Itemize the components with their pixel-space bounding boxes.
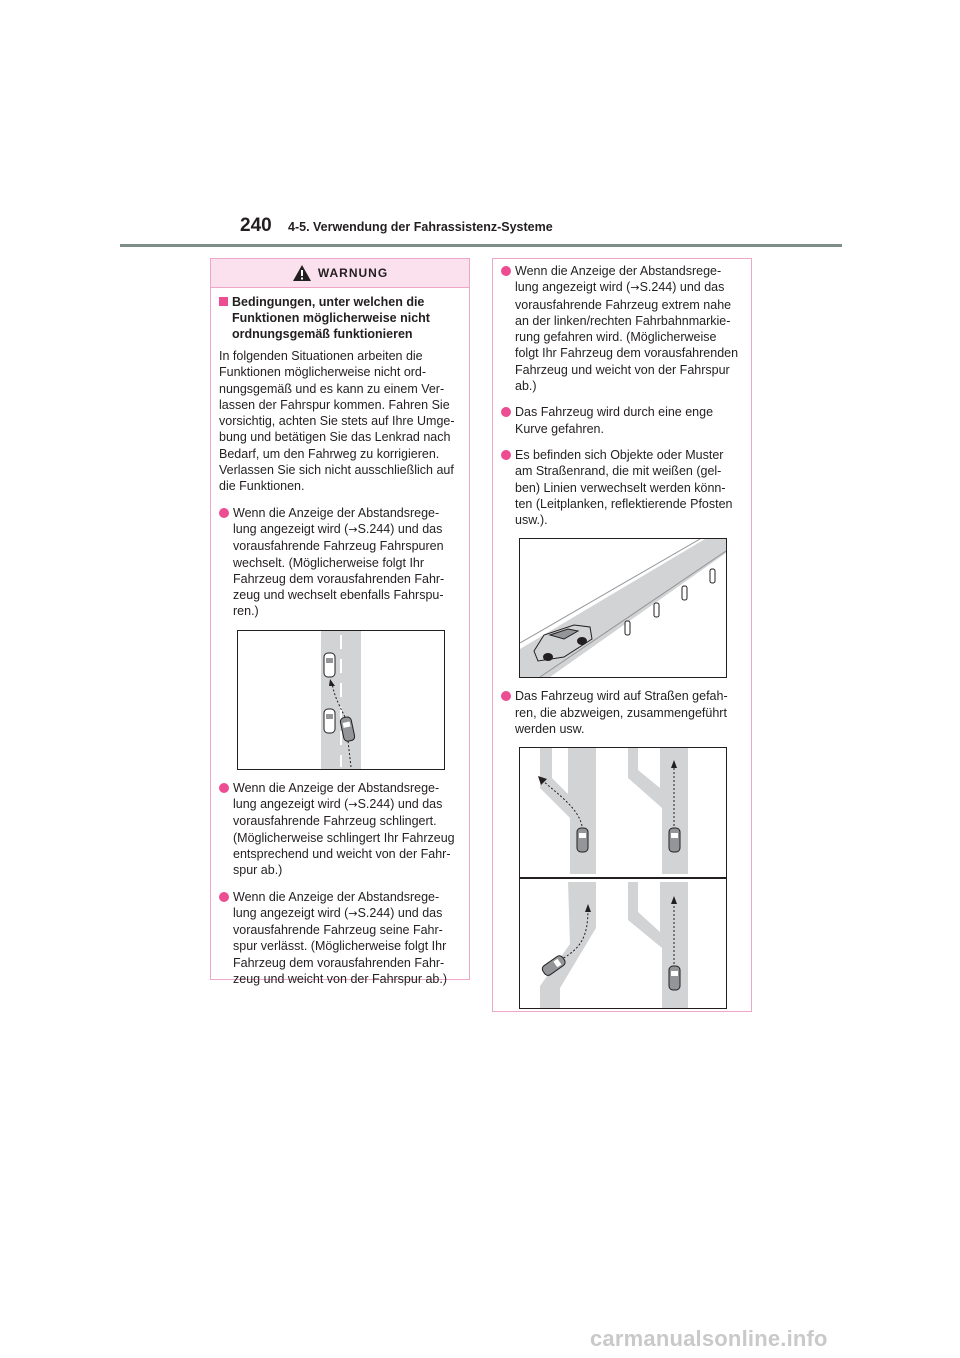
round-bullet-icon (219, 892, 229, 902)
warning-triangle-icon (292, 264, 312, 282)
round-bullet-icon (219, 508, 229, 518)
car-icon (324, 653, 335, 677)
list-item: Wenn die Anzeige der Abstandsrege-lung angezeigt wird (→S.244) und das vorausfahrende Fahrzeug schlingert. (Möglicherweise schlingert Ihr Fahrzeug entsprechend und weicht von der Fahr-spur ab.) (219, 780, 459, 879)
page-ref-link[interactable]: S.244 (639, 280, 673, 295)
page-ref-link[interactable]: S.244 (357, 521, 391, 536)
arrow-icon: → (348, 798, 358, 812)
watermark: carmanualsonline.info (590, 1326, 828, 1351)
car-icon (324, 709, 335, 733)
car-icon (669, 966, 680, 990)
warning-box (210, 258, 470, 987)
arrow-icon: → (630, 281, 640, 295)
car-icon (669, 828, 680, 852)
page-ref-link[interactable]: S.244 (357, 905, 391, 920)
round-bullet-icon (501, 266, 511, 276)
lane-change-illustration (237, 630, 445, 770)
warning-heading (219, 294, 459, 342)
car-icon (577, 828, 588, 852)
list-item: Das Fahrzeug wird auf Straßen gefah-ren, die abzweigen, zusammengeführt werden usw. (501, 688, 741, 737)
arrow-icon: → (348, 522, 358, 536)
chapter-title: 4-5. Verwendung der Fahrassistenz-Systeme (288, 220, 553, 234)
list-item: Wenn die Anzeige der Abstandsrege-lung angezeigt wird (→S.244) und das vorausfahrende Fahrzeug extrem nahe an der linken/rechten Fahrbahnmarkie-rung gefahren wird. (Möglicherweise folgt Ihr Fahrzeug dem vorausfahrenden Fahrzeug und weicht von der Fahrspur ab.) (501, 263, 741, 394)
guardrail-illustration (519, 538, 727, 678)
arrow-icon: → (348, 906, 358, 920)
header-rule (120, 244, 842, 247)
warning-intro: In folgenden Situationen arbeiten die Funktionen möglicherweise nicht ord-nungsgemäß und es kann zu einem Ver-lassen der Fahrspur kommen. Fahren Sie vorsichtig, achten Sie stets auf Ihre Umge-bung und betätigen Sie das Lenkrad nach Bedarf, um den Fahrweg zu korrigieren. Verlassen Sie sich nicht ausschließlich auf die Funktionen. (219, 349, 455, 494)
round-bullet-icon (501, 450, 511, 460)
page-number: 240 (240, 215, 272, 236)
square-bullet-icon (219, 297, 228, 306)
round-bullet-icon (501, 691, 511, 701)
warning-heading-text: Bedingungen, unter welchen die Funktionen möglicherweise nicht ordnungsgemäß funktionieren (232, 295, 430, 341)
warning-label: WARNUNG (317, 266, 389, 280)
round-bullet-icon (219, 783, 229, 793)
page-ref-link[interactable]: S.244 (357, 797, 391, 812)
list-item: Wenn die Anzeige der Abstandsrege-lung angezeigt wird (→S.244) und das vorausfahrende Fahrzeug Fahrspuren wechselt. (Möglicherweise folgt Ihr Fahrzeug dem vorausfahrenden Fahr-zeug und wechselt ebenfalls Fahrspu-ren.) (219, 505, 459, 620)
round-bullet-icon (501, 407, 511, 417)
warning-header (211, 259, 469, 288)
warning-box-continued (492, 258, 752, 1012)
list-item: Es befinden sich Objekte oder Muster am Straßenrand, die mit weißen (gel-ben) Linien verwechselt werden könn-ten (Leitplanken, reflektierende Pfosten usw.). (501, 447, 741, 528)
branch-merge-illustration (519, 747, 727, 1009)
list-item: Das Fahrzeug wird durch eine enge Kurve gefahren. (501, 404, 741, 437)
list-item: Wenn die Anzeige der Abstandsrege-lung angezeigt wird (→S.244) und das vorausfahrende Fahrzeug seine Fahr-spur verlässt. (Möglicherweise folgt Ihr Fahrzeug dem vorausfahrenden Fahr-zeug und weicht von der Fahrspur ab.) (219, 889, 459, 988)
